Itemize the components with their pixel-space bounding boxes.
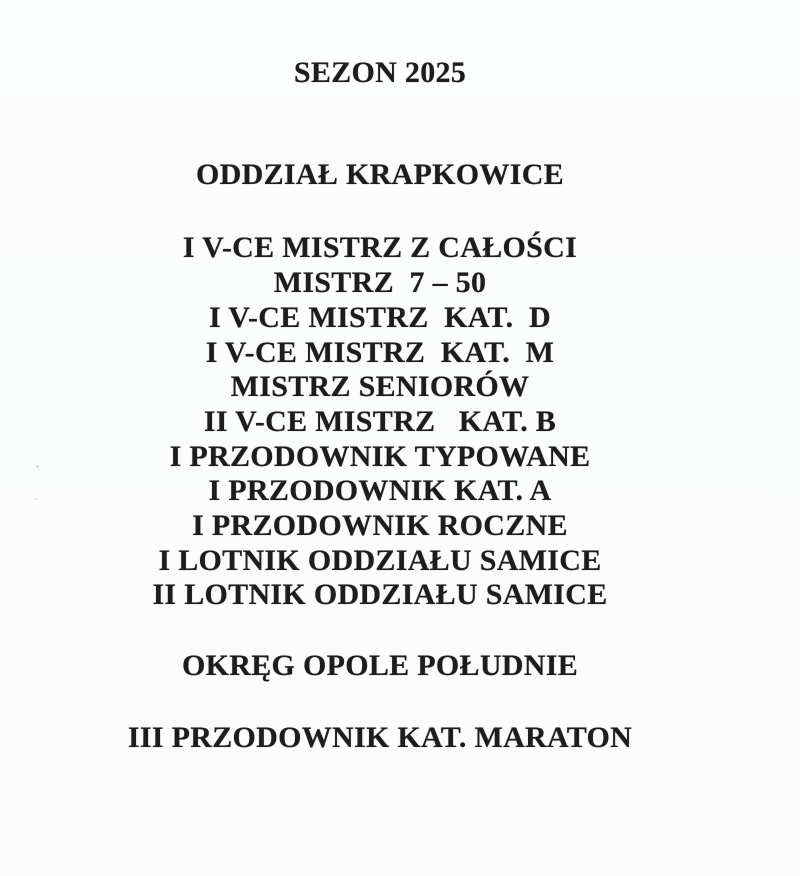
award-line: III PRZODOWNIK KAT. MARATON	[127, 720, 633, 754]
award-line: MISTRZ SENIORÓW	[230, 370, 530, 404]
award-line: I PRZODOWNIK KAT. A	[208, 474, 552, 508]
award-line: II LOTNIK ODDZIAŁU SAMICE	[152, 578, 608, 612]
season-title: SEZON 2025	[293, 56, 467, 89]
award-list-okreg	[0, 721, 760, 756]
section-heading-oddzial-krapkowice: ODDZIAŁ KRAPKOWICE	[196, 157, 564, 191]
section-heading-okreg-opole-poludnie: OKRĘG OPOLE POŁUDNIE	[181, 649, 579, 683]
award-line: I V-CE MISTRZ KAT. M	[205, 335, 555, 369]
award-line: I V-CE MISTRZ KAT. D	[209, 300, 551, 334]
award-line: MISTRZ 7 – 50	[273, 266, 487, 300]
award-line: I PRZODOWNIK ROCZNE	[192, 509, 568, 543]
award-line: I V-CE MISTRZ Z CAŁOŚCI	[182, 231, 578, 265]
award-line: I LOTNIK ODDZIAŁU SAMICE	[158, 543, 602, 577]
scan-speck	[34, 498, 38, 500]
award-line: II V-CE MISTRZ KAT. B	[203, 404, 557, 438]
scan-speck	[36, 465, 39, 468]
award-list-oddzial	[0, 231, 760, 613]
award-line: I PRZODOWNIK TYPOWANE	[169, 439, 591, 473]
